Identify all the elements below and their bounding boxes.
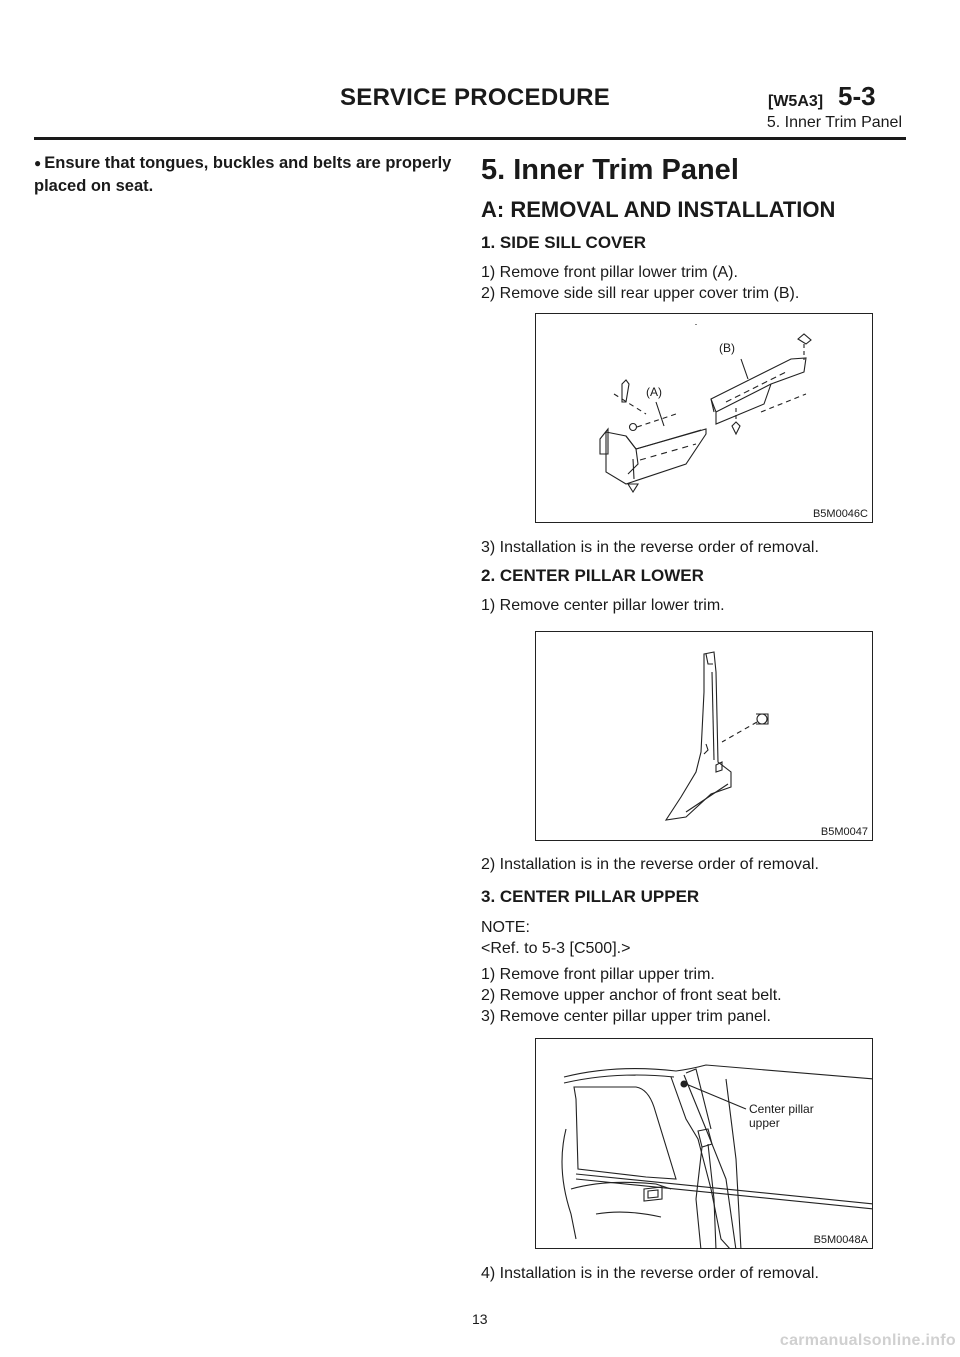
heading-center-pillar-upper: 3. CENTER PILLAR UPPER bbox=[481, 887, 700, 906]
figure-center-pillar-lower bbox=[535, 631, 873, 841]
figure-code: B5M0047 bbox=[820, 826, 868, 838]
side-sill-illustration bbox=[536, 314, 873, 523]
callout-a: (A) bbox=[646, 385, 662, 399]
note-label: NOTE: bbox=[481, 919, 530, 936]
step-text: 1) Remove front pillar lower trim (A). bbox=[481, 264, 738, 281]
note-reference: <Ref. to 5-3 [C500].> bbox=[481, 940, 631, 957]
figure-side-sill-cover bbox=[535, 313, 873, 523]
section-title: 5. Inner Trim Panel bbox=[481, 154, 739, 186]
step-text: 4) Installation is in the reverse order of removal. bbox=[481, 1265, 819, 1282]
bullet-icon: ● bbox=[34, 156, 42, 170]
step-text: 2) Remove side sill rear upper cover trim (B). bbox=[481, 285, 800, 302]
step-text: 1) Remove center pillar lower trim. bbox=[481, 597, 725, 614]
center-pillar-lower-illustration bbox=[536, 632, 873, 841]
center-pillar-upper-illustration bbox=[536, 1039, 873, 1249]
section-subtitle: A: REMOVAL AND INSTALLATION bbox=[481, 197, 836, 222]
figure-code: B5M0046C bbox=[812, 508, 868, 520]
figure-center-pillar-upper bbox=[535, 1038, 873, 1249]
step-text: 1) Remove front pillar upper trim. bbox=[481, 966, 715, 983]
note-text: Ensure that tongues, buckles and belts are properly placed on seat. bbox=[34, 154, 452, 195]
step-text: 2) Installation is in the reverse order of removal. bbox=[481, 856, 819, 873]
header-title: SERVICE PROCEDURE bbox=[340, 84, 611, 111]
header-section: 5-3 bbox=[838, 81, 876, 111]
callout-b: (B) bbox=[719, 341, 735, 355]
seat-belt-note bbox=[34, 152, 459, 197]
watermark: carmanualsonline.info bbox=[779, 1332, 956, 1349]
step-text: 3) Installation is in the reverse order of removal. bbox=[481, 539, 819, 556]
step-text: 3) Remove center pillar upper trim panel. bbox=[481, 1008, 771, 1025]
heading-side-sill-cover: 1. SIDE SILL COVER bbox=[481, 233, 647, 252]
figure-code: B5M0048A bbox=[813, 1234, 868, 1246]
step-text: 2) Remove upper anchor of front seat belt. bbox=[481, 987, 782, 1004]
callout-upper: upper bbox=[749, 1116, 780, 1130]
header-subtitle: 5. Inner Trim Panel bbox=[766, 114, 902, 131]
header-code: [W5A3] bbox=[768, 93, 824, 110]
header-rule bbox=[34, 137, 906, 140]
callout-center-pillar: Center pillar bbox=[749, 1102, 814, 1116]
heading-center-pillar-lower: 2. CENTER PILLAR LOWER bbox=[481, 566, 704, 585]
page-number: 13 bbox=[472, 1311, 488, 1327]
